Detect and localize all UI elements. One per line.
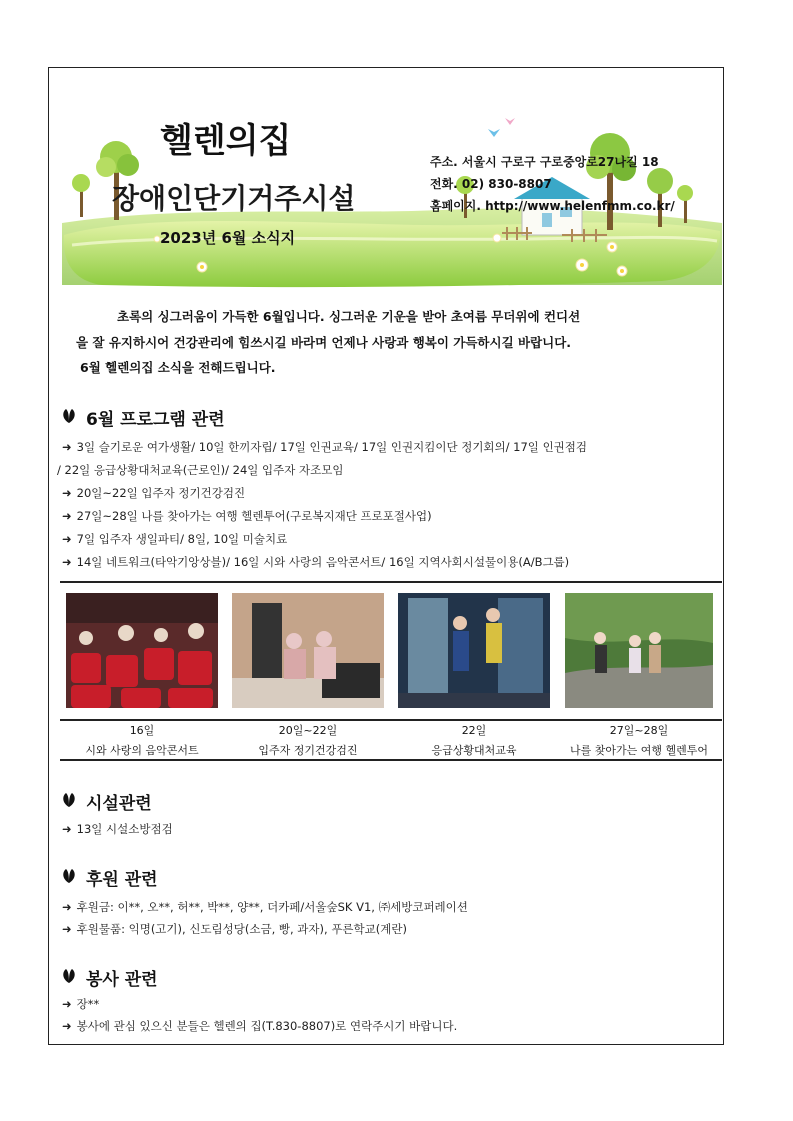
intro-line-3: 6월 헬렌의집 소식을 전해드립니다. xyxy=(80,360,276,375)
facility-item: ➜ 13일 시설소방점검 xyxy=(62,822,173,836)
arrow-icon: ➜ xyxy=(62,555,72,569)
arrow-icon: ➜ xyxy=(62,440,72,454)
issue-label: 2023년 6월 소식지 xyxy=(160,229,296,247)
volunteer-item: ➜ 봉사에 관심 있으신 분들은 헬렌의 집(T.830-8807)로 연락주시기 바랍니다. xyxy=(62,1019,458,1033)
sponsor-heading-text: 후원 관련 xyxy=(86,870,158,890)
photo-date: 20일~22일 xyxy=(278,724,338,737)
program-item-continued: / 22일 응급상황대처교육(근로인)/ 24일 입주자 자조모임 xyxy=(57,463,344,477)
photo-date: 27일~28일 xyxy=(609,724,669,737)
arrow-icon: ➜ xyxy=(62,997,72,1011)
org-name: 헬렌의집 xyxy=(160,121,292,161)
intro-line-1: 초록의 싱그러움이 가득한 6월입니다. 싱그러운 기운을 받아 초여름 무더위에 컨디션 xyxy=(117,309,581,324)
program-item: ➜ 20일~22일 입주자 정기건강검진 xyxy=(62,486,246,500)
arrow-icon: ➜ xyxy=(62,532,72,546)
address: 주소. 서울시 구로구 구로중앙로27나길 18 xyxy=(430,155,659,169)
arrow-icon: ➜ xyxy=(62,509,72,523)
programs-heading-text: 6월 프로그램 관련 xyxy=(86,410,225,430)
intro-line-2: 을 잘 유지하시어 건강관리에 힘쓰시길 바라며 언제나 사랑과 행복이 가득하시길 바랍니다. xyxy=(76,335,572,350)
arrow-icon: ➜ xyxy=(62,486,72,500)
sponsor-item: ➜ 후원물품: 익명(고기), 신도림성당(소금, 빵, 과자), 푸른학교(계란) xyxy=(62,922,407,936)
arrow-icon: ➜ xyxy=(62,1019,72,1033)
volunteer-heading-text: 봉사 관련 xyxy=(86,970,158,990)
arrow-icon: ➜ xyxy=(62,900,72,914)
leaf-icon xyxy=(60,967,78,985)
leaf-icon xyxy=(60,407,78,425)
arrow-icon: ➜ xyxy=(62,922,72,936)
photo-caption: 나를 찾아가는 여행 헬렌투어 xyxy=(569,744,708,757)
program-item: ➜ 7일 입주자 생일파티/ 8일, 10일 미술치료 xyxy=(62,532,288,546)
arrow-icon: ➜ xyxy=(62,822,72,836)
photo-concert xyxy=(66,593,218,708)
sponsor-item: ➜ 후원금: 이**, 오**, 허**, 박**, 양**, 더카페/서울숲SK V1, ㈜세방코퍼레이션 xyxy=(62,900,468,914)
facility-heading xyxy=(60,789,152,814)
photo-divider xyxy=(60,719,722,721)
phone: 전화. 02) 830-8807 xyxy=(430,177,552,191)
program-item: ➜ 27일~28일 나를 찾아가는 여행 헬렌투어(구로복지재단 프로포절사업) xyxy=(62,509,432,523)
volunteer-heading xyxy=(60,965,158,990)
leaf-icon xyxy=(60,791,78,809)
divider xyxy=(60,581,722,583)
photo-caption: 입주자 정기건강검진 xyxy=(258,744,358,757)
photo-date: 22일 xyxy=(461,724,487,737)
program-item: ➜ 14일 네트워크(타악기앙상블)/ 16일 시와 사랑의 음악콘서트/ 16일 지역사회시설물이용(A/B그룹) xyxy=(62,555,570,569)
leaf-icon xyxy=(60,867,78,885)
sponsor-heading xyxy=(60,865,158,890)
caption-divider xyxy=(60,759,722,761)
homepage: 홈페이지. http://www.helenfmm.co.kr/ xyxy=(430,199,675,213)
facility-type: 장애인단기거주시설 xyxy=(112,182,356,215)
photo-caption: 응급상황대처교육 xyxy=(431,744,517,757)
program-item: ➜ 3일 슬기로운 여가생활/ 10일 한끼자립/ 17일 인권교육/ 17일 인권지킴이단 정기회의/ 17일 인권점검 xyxy=(62,440,588,454)
volunteer-item: ➜ 장** xyxy=(62,997,100,1011)
photo-helen-tour xyxy=(565,593,713,708)
photo-caption: 시와 사랑의 음악콘서트 xyxy=(85,744,199,757)
programs-heading xyxy=(60,405,225,430)
photo-health-check xyxy=(232,593,384,708)
facility-heading-text: 시설관련 xyxy=(86,794,152,814)
photo-date: 16일 xyxy=(129,724,155,737)
photo-emergency-training xyxy=(398,593,550,708)
